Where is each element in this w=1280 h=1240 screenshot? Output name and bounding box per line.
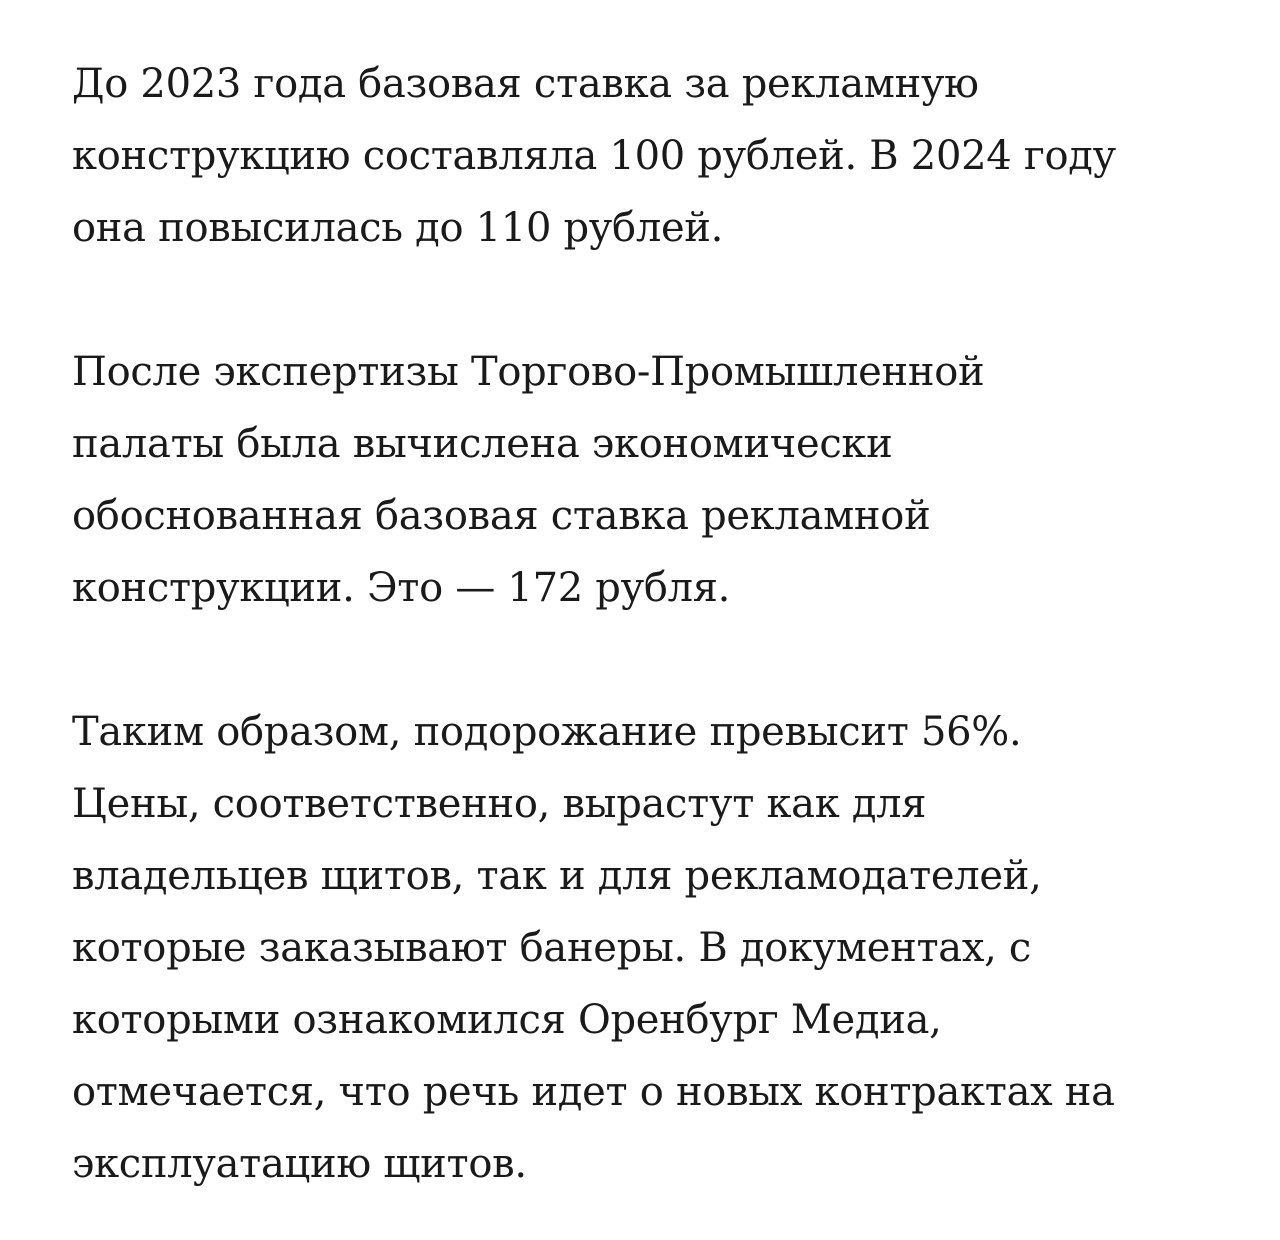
text-line: которые заказывают банеры. В документах, с	[72, 925, 1032, 971]
text-line: До 2023 года базовая ставка за рекламную	[72, 61, 979, 107]
text-line: конструкции. Это — 172 рубля.	[72, 565, 731, 611]
paragraph-base-rate	[72, 48, 1232, 264]
paragraph-price-increase	[72, 696, 1232, 1200]
text-line: которыми ознакомился Оренбург Медиа,	[72, 997, 942, 1043]
text-line: палаты была вычислена экономически	[72, 421, 893, 467]
text-line: Таким образом, подорожание превысит 56%.	[72, 709, 1022, 755]
text-line: конструкцию составляла 100 рублей. В 2024 году	[72, 133, 1116, 179]
text-line: владельцев щитов, так и для рекламодателей,	[72, 853, 1042, 899]
text-line: эксплуатацию щитов.	[72, 1141, 527, 1187]
text-line: Цены, соответственно, вырастут как для	[72, 781, 927, 827]
article-body	[72, 48, 1232, 1200]
text-line: обоснованная базовая ставка рекламной	[72, 493, 931, 539]
text-line: она повысилась до 110 рублей.	[72, 205, 724, 251]
text-line: отмечается, что речь идет о новых контрактах на	[72, 1069, 1115, 1115]
paragraph-expertise	[72, 336, 1232, 624]
text-line: После экспертизы Торгово-Промышленной	[72, 349, 985, 395]
